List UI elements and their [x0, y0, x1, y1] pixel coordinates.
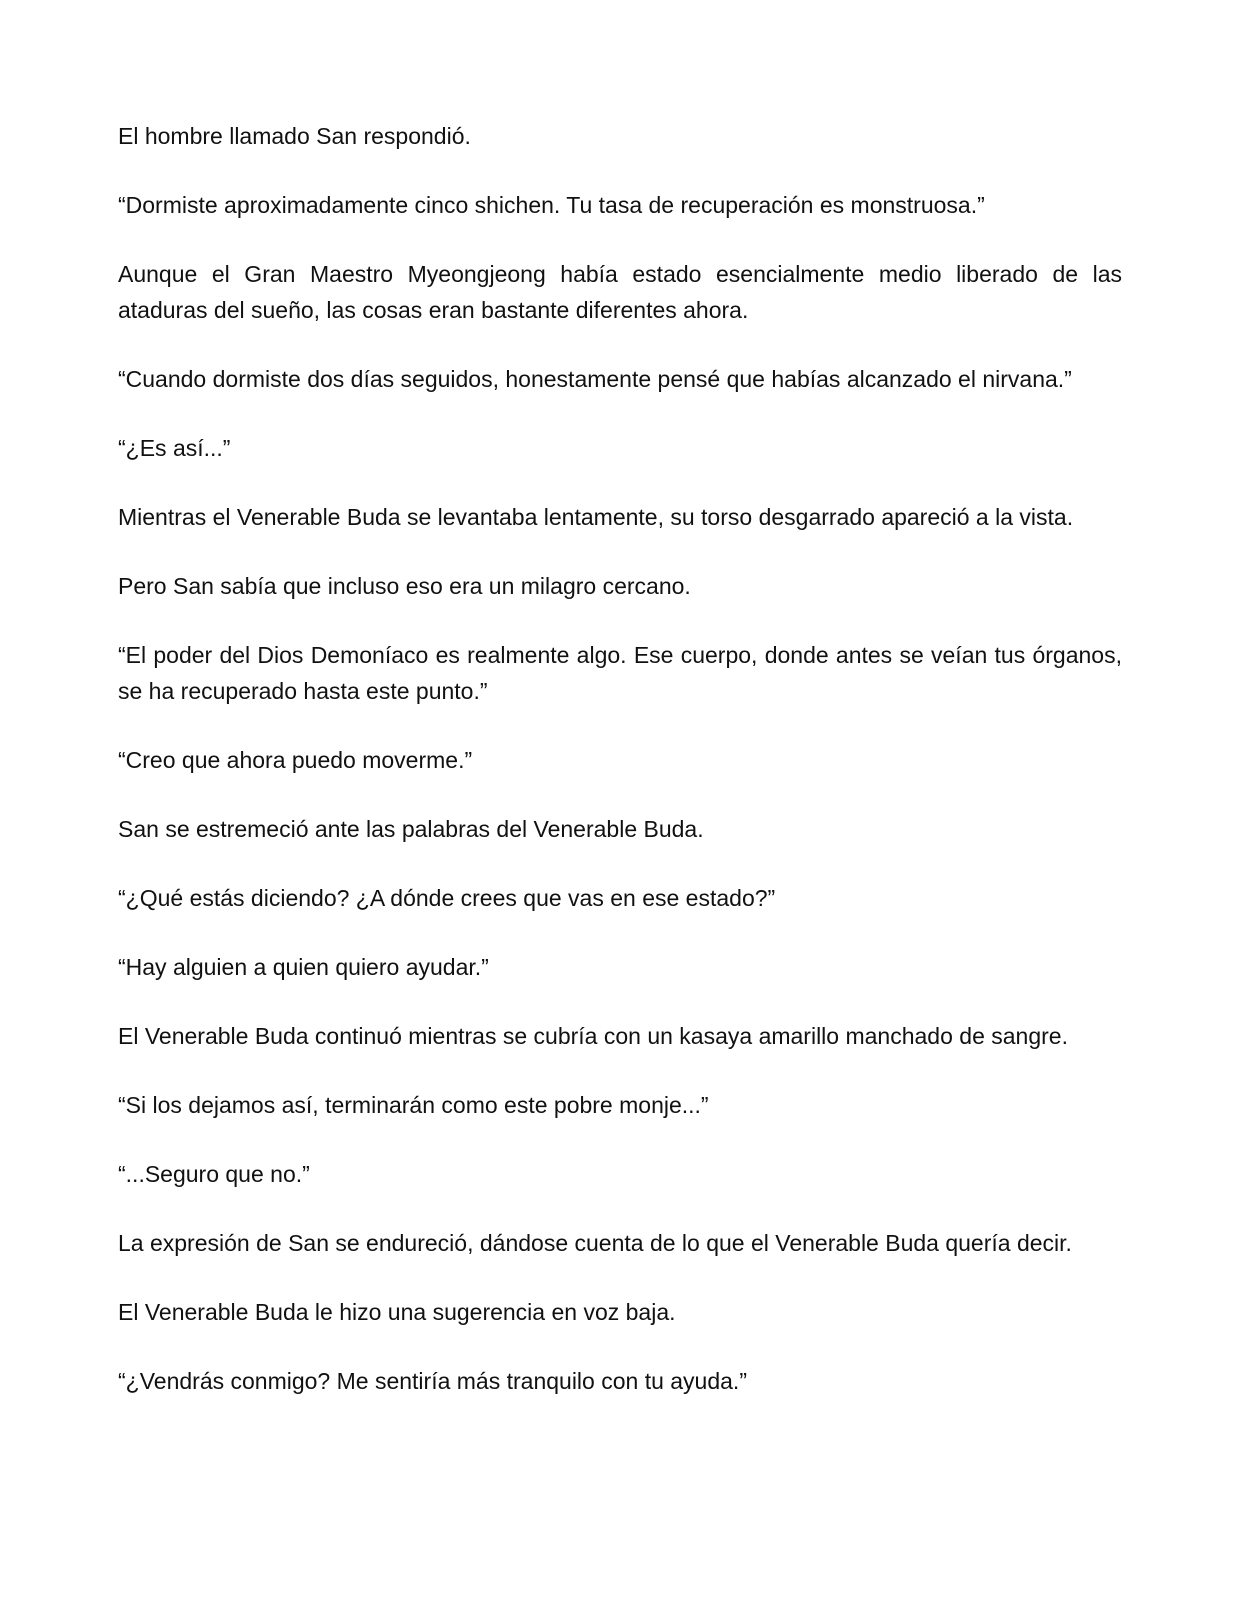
paragraph: La expresión de San se endureció, dándose cuenta de lo que el Venerable Buda quería decir. — [118, 1230, 1072, 1256]
paragraph: “Cuando dormiste dos días seguidos, honestamente pensé que habías alcanzado el nirvana.” — [118, 366, 1072, 392]
paragraph: El hombre llamado San respondió. — [118, 123, 471, 149]
paragraph: “Si los dejamos así, terminarán como este pobre monje...” — [118, 1092, 709, 1118]
paragraph: “Creo que ahora puedo moverme.” — [118, 747, 473, 773]
paragraph: “...Seguro que no.” — [118, 1161, 310, 1187]
paragraph: San se estremeció ante las palabras del Venerable Buda. — [118, 816, 704, 842]
paragraph: El Venerable Buda le hizo una sugerencia en voz baja. — [118, 1299, 676, 1325]
paragraph: “El poder del Dios Demoníaco es realmente algo. Ese cuerpo, donde antes se veían tus órganos, se ha recuperado hasta este punto.” — [118, 642, 1122, 704]
paragraph: Aunque el Gran Maestro Myeongjeong había estado esencialmente medio liberado de las ataduras del sueño, las cosas eran bastante diferentes ahora. — [118, 261, 1122, 323]
paragraph: “¿Qué estás diciendo? ¿A dónde crees que vas en ese estado?” — [118, 885, 776, 911]
paragraph: “Dormiste aproximadamente cinco shichen. Tu tasa de recuperación es monstruosa.” — [118, 192, 985, 218]
paragraph: Pero San sabía que incluso eso era un milagro cercano. — [118, 573, 691, 599]
paragraph: “¿Vendrás conmigo? Me sentiría más tranquilo con tu ayuda.” — [118, 1368, 747, 1394]
document-body — [118, 118, 1122, 1432]
paragraph: “¿Es así...” — [118, 435, 231, 461]
paragraph: El Venerable Buda continuó mientras se cubría con un kasaya amarillo manchado de sangre. — [118, 1023, 1068, 1049]
paragraph: “Hay alguien a quien quiero ayudar.” — [118, 954, 489, 980]
paragraph: Mientras el Venerable Buda se levantaba lentamente, su torso desgarrado apareció a la vista. — [118, 504, 1074, 530]
